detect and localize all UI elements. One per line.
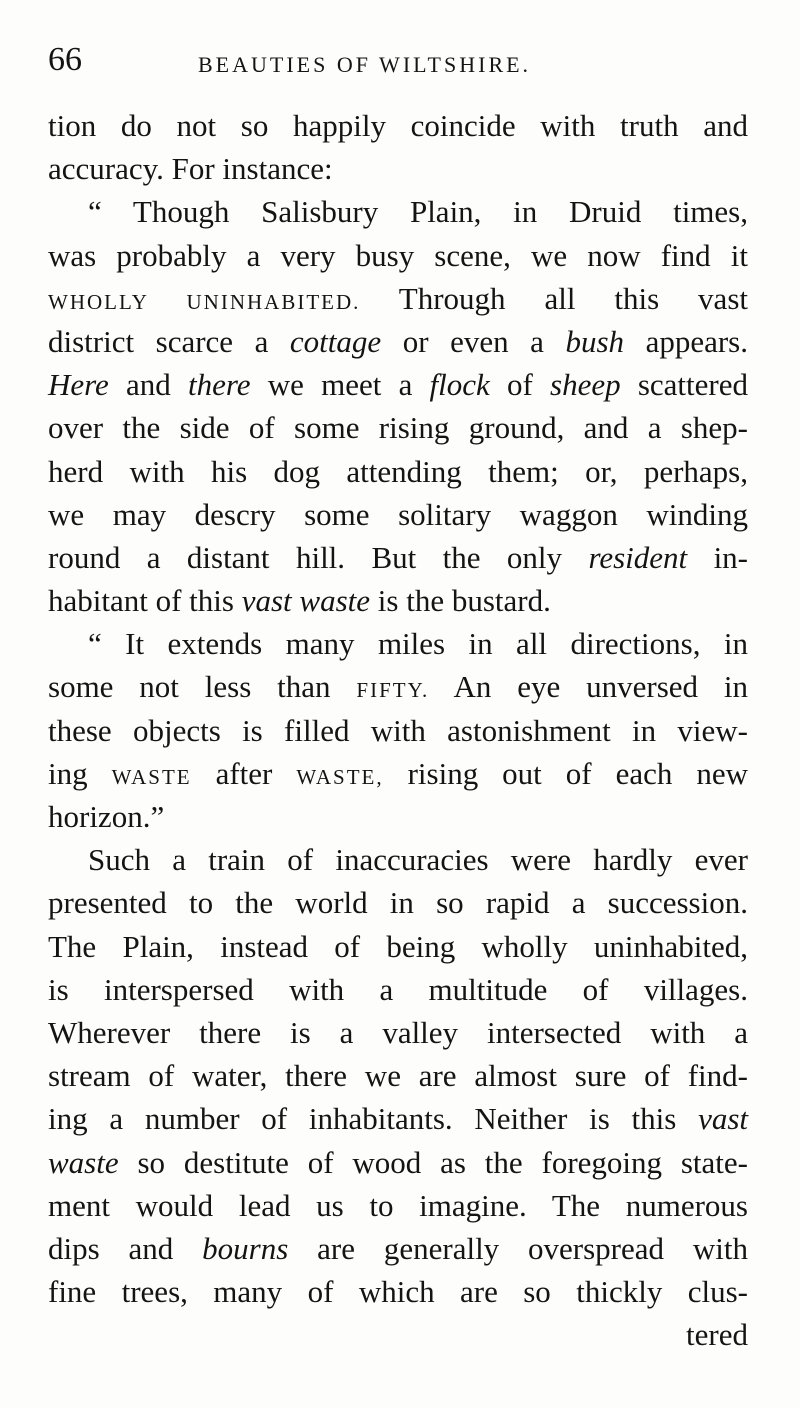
text-run: habitant of this <box>48 583 242 619</box>
italic-text: bush <box>565 323 625 359</box>
text-line: we may descry some solitary waggon winding <box>48 496 748 532</box>
text-line: fine trees, many of which are so thickly clus- <box>48 1274 748 1310</box>
text-line: tion do not so happily coincide with truth and <box>48 108 748 143</box>
small-caps-text: WHOLLY UNINHABITED. <box>48 289 361 314</box>
text-run: rising out of each new <box>383 755 748 791</box>
italic-text: flock <box>429 367 490 403</box>
text-run: round a distant hill. But the only <box>48 539 589 575</box>
text-run: in- <box>687 539 749 575</box>
text-line <box>48 665 748 708</box>
small-caps-text: WASTE <box>111 764 192 789</box>
text-run: Through all this vast <box>360 280 748 316</box>
text-run: of <box>489 367 551 403</box>
text-line <box>48 1227 748 1270</box>
text-line: these objects is filled with astonishment in view- <box>48 712 748 748</box>
small-caps-text: WASTE, <box>296 764 384 789</box>
text-line: stream of water, there we are almost sure of find- <box>48 1058 748 1094</box>
page-number: 66 <box>48 41 82 78</box>
text-run: district scarce a <box>48 323 290 359</box>
text-run: and <box>108 367 189 403</box>
italic-text: waste <box>48 1144 119 1180</box>
running-title: BEAUTIES OF WILTSHIRE. <box>198 52 532 77</box>
italic-text: there <box>188 367 251 403</box>
text-run: dips and <box>48 1230 203 1266</box>
text-line: over the side of some rising ground, and a shep- <box>48 410 748 446</box>
text-run: some not less than <box>48 669 357 705</box>
italic-text: vast <box>698 1101 748 1137</box>
page-header <box>48 40 748 84</box>
text-line <box>48 579 748 622</box>
text-line <box>48 363 748 406</box>
text-line <box>48 320 748 363</box>
text-run: we meet a <box>250 367 430 403</box>
text-line <box>48 277 748 320</box>
text-run: ing a number of inhabitants. Neither is this <box>48 1101 699 1137</box>
text-line <box>48 1141 748 1184</box>
text-run: so destitute of wood as the foregoing state- <box>118 1144 748 1180</box>
text-line <box>48 536 748 579</box>
text-line: “ Though Salisbury Plain, in Druid times, <box>88 194 748 230</box>
text-run: scattered <box>620 367 748 403</box>
italic-text: vast waste <box>241 583 371 619</box>
italic-text: Here <box>48 367 109 403</box>
text-run: or even a <box>381 323 566 359</box>
italic-text: resident <box>588 539 688 575</box>
text-run: appears. <box>624 323 748 359</box>
text-line: presented to the world in so rapid a succession. <box>48 885 748 921</box>
text-run: An eye unversed in <box>429 669 748 705</box>
text-line: Such a train of inaccuracies were hardly ever <box>88 842 748 878</box>
text-line: horizon.” <box>48 799 165 834</box>
italic-text: sheep <box>550 367 621 403</box>
catchword: tered <box>686 1317 748 1353</box>
italic-text: cottage <box>289 323 382 359</box>
text-line <box>48 752 748 795</box>
small-caps-text: FIFTY. <box>356 678 430 703</box>
text-line: was probably a very busy scene, we now find it <box>48 237 748 273</box>
text-run: ing <box>48 755 112 791</box>
text-run: is the bustard. <box>370 583 551 619</box>
italic-text: bourns <box>202 1230 289 1266</box>
text-line: accuracy. For instance: <box>48 151 333 187</box>
text-run: after <box>191 755 297 791</box>
text-run: are generally overspread with <box>288 1230 748 1266</box>
text-line: “ It extends many miles in all directions, in <box>88 626 748 662</box>
text-line: Wherever there is a valley intersected with a <box>48 1014 748 1050</box>
body-text <box>48 104 748 1356</box>
text-line: ment would lead us to imagine. The numerous <box>48 1187 748 1223</box>
text-line: is interspersed with a multitude of villages. <box>48 971 748 1007</box>
text-line: herd with his dog attending them; or, perhaps, <box>48 453 748 489</box>
text-line: The Plain, instead of being wholly uninhabited, <box>48 928 748 964</box>
text-line <box>48 1097 748 1140</box>
